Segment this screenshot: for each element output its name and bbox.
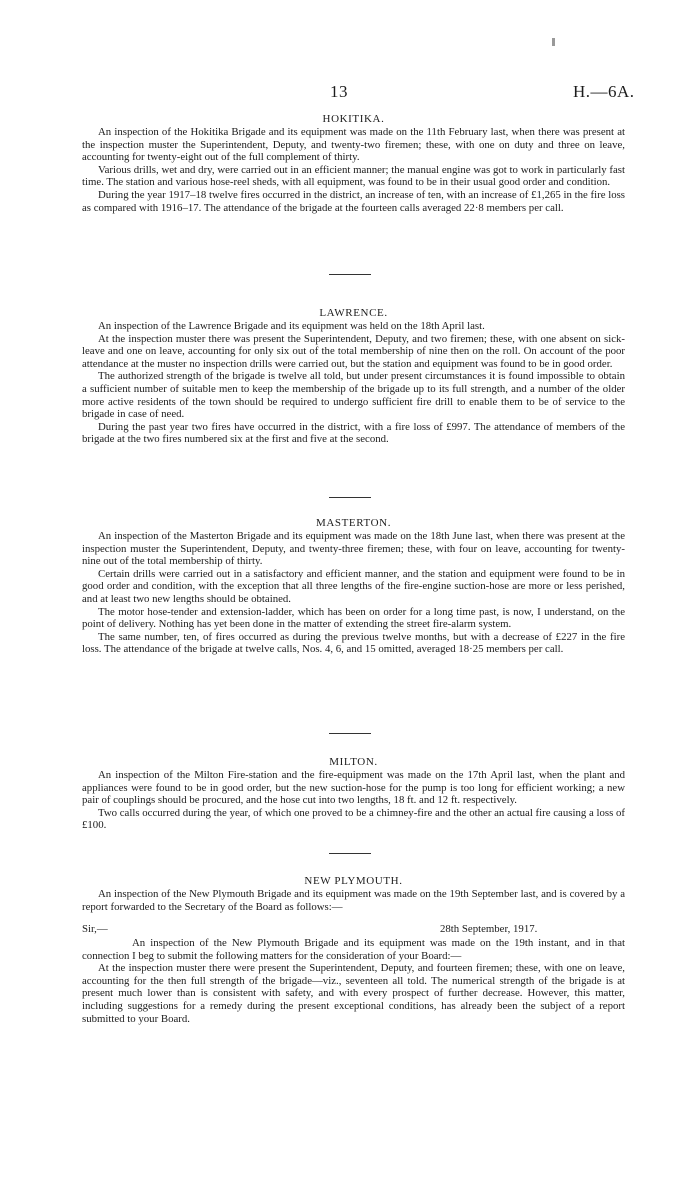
section-divider [329,274,371,275]
margin-mark [552,38,555,46]
paragraph: An inspection of the Milton Fire-station and the fire-equipment was made on the 17th April last, when the plant and appliances were found to be in good order, but the new suction-hose for the pump is too long for efficient working; a new pair of couplings should be procured, and the hose cut into two lengths, 18 ft. and 12 ft. respectively. [82,769,625,807]
section-title: MASTERTON. [315,517,392,529]
paragraph: An inspection of the New Plymouth Brigade and its equipment was made on the 19th instant, and in that connection I beg to submit the following matters for the consideration of your Board:— [82,937,625,962]
paragraph: The same number, ten, of fires occurred as during the previous twelve months, but with a decrease of £227 in the fire loss. The attendance of the brigade at twelve calls, Nos. 4, 6, and 15 omitted, averaged 18·25 members per call. [82,630,625,656]
paragraph: During the year 1917–18 twelve fires occurred in the district, an increase of ten, with an increase of £1,265 in the fire loss as compared with 1916–17. The attendance of the brigade at the fourteen calls averaged 22·8 members per call. [82,188,625,214]
page-number: 13 [330,82,348,101]
section-title: NEW PLYMOUTH. [304,875,403,887]
paragraph: An inspection of the New Plymouth Brigade and its equipment was made on the 19th September last, and is covered by a report forwarded to the Secretary of the Board as follows:— [82,888,625,913]
paragraph: The authorized strength of the brigade is twelve all told, but under present circumstances it is found impossible to obtain a sufficient number of suitable men to keep the membership of the brigade up to its full strength, and a number of the older more active residents of the town should be required to undergo sufficient fire drill to enable them to be of service to the brigade in case of need. [82,370,625,421]
paragraph: An inspection of the Lawrence Brigade and its equipment was held on the 18th April last. [98,320,485,332]
section-divider [329,733,371,734]
paragraph: Various drills, wet and dry, were carried out in an efficient manner; the manual engine was got to work in particularly fast time. The station and various hose-reel sheds, with all equipment, was found to be in their usual good order and condition. [82,163,625,189]
letter-date: 28th September, 1917. [440,923,538,935]
section-lawrence [82,306,625,446]
section-masterton [82,516,625,656]
paragraph: Certain drills were carried out in a satisfactory and efficient manner, and the station and equipment were found to be in good order and condition, with the exception that all three lengths of the fire-engine suction-hose are more or less perished, and at least two new lengths should be obtained. [82,567,625,605]
paragraph: An inspection of the Hokitika Brigade and its equipment was made on the 11th February last, when there was present at the inspection muster the Superintendent, Deputy, and twenty-two firemen; these, with one on duty and three on leave, accounting for twenty-eight out of the full complement of thirty. [82,126,625,164]
paragraph: At the inspection muster there were present the Superintendent, Deputy, and fourteen firemen; these, with one on leave, accounting for the then full strength of the brigade—viz., seventeen all told. The numerical strength of the brigade is at present much lower than is consistent with safety, and with every prospect of further decrease. However, this matter, including suggestions for a remedy during the present exceptional conditions, has already been the subject of a report submitted to your Board. [82,962,625,1025]
document-reference: H.—6A. [573,82,635,101]
section-new-plymouth [82,874,625,913]
section-title: MILTON. [329,756,378,768]
paragraph: At the inspection muster there was present the Superintendent, Deputy, and two firemen; these, with one absent on sick-leave and one on leave, accounting for only six out of the total membership of nine then on the roll. On account of the poor attendance at the muster no inspection drills were carried out, but the station and equipment was found to be in good order. [82,332,625,370]
section-divider [329,853,371,854]
paragraph: An inspection of the Masterton Brigade and its equipment was made on the 18th June last, when there was present at the inspection muster the Superintendent, Deputy, and twenty-three firemen; these, with four on leave, accounting for twenty-nine out of the total membership of thirty. [82,530,625,568]
paragraph: Two calls occurred during the year, of which one proved to be a chimney-fire and the other an actual fire causing a loss of £100. [82,806,625,832]
section-title: HOKITIKA. [322,113,385,125]
section-milton [82,755,625,832]
section-title: LAWRENCE. [319,307,388,319]
paragraph: The motor hose-tender and extension-ladder, which has been on order for a long time past, is now, I understand, on the point of delivery. Nothing has yet been done in the matter of extending the street fire-alarm system. [82,605,625,631]
section-divider [329,497,371,498]
letter-body [82,937,625,1025]
paragraph: During the past year two fires have occurred in the district, with a fire loss of £997. The attendance of members of the brigade at the two fires numbered six at the first and five at the second. [82,420,625,446]
letter-salutation: Sir,— [82,923,108,935]
section-hokitika [82,112,625,214]
